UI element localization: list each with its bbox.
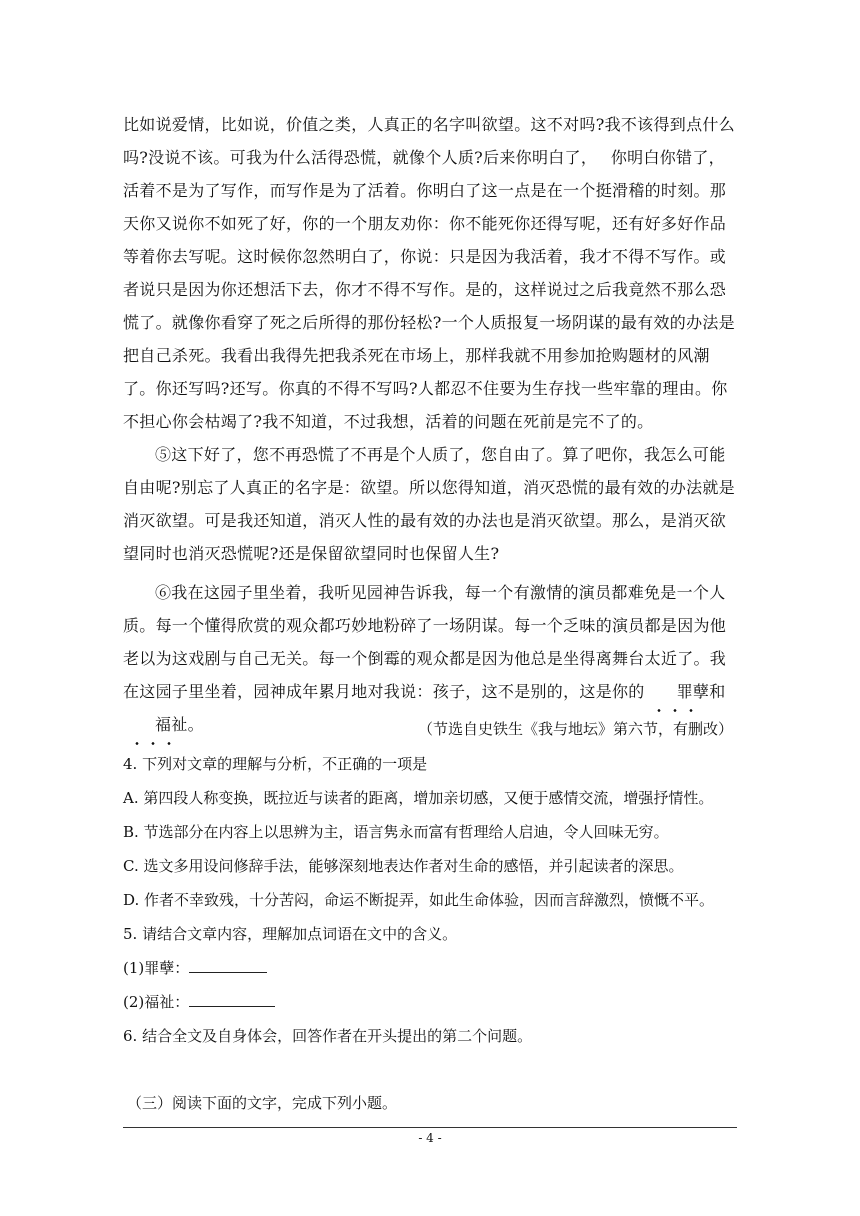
question-4-option-d: D. 作者不幸致残，十分苦闷，命运不断捉弄，如此生命体验，因而言辞激烈，愤慨不平。 — [123, 891, 715, 909]
document-page — [123, 0, 737, 1216]
question-4: 4. 下列对文章的理解与分析，不正确的一项是 — [123, 755, 428, 773]
answer-blank-1[interactable] — [189, 958, 267, 973]
paragraph-6-and: 和 — [709, 682, 726, 701]
question-4-option-b: B. 节选部分在内容上以思辨为主，语言隽永而富有哲理给人启迪，令人回味无穷。 — [123, 823, 669, 841]
question-5-item-2 — [123, 991, 275, 1013]
section-heading: （三）阅读下面的文字，完成下列小题。 — [127, 1094, 398, 1112]
question-5-item-2-label: (2)福祉： — [123, 993, 190, 1011]
source-citation: （节选自史铁生《我与地坛》第六节，有删改） — [417, 720, 733, 738]
question-5: 5. 请结合文章内容，理解加点词语在文中的含义。 — [123, 925, 458, 943]
paragraph-6-text: ⑥我在这园子里坐着，我听见园神告诉我，每一个有激情的演员都难免是一个人质。每一个懂得欣赏的观众都巧妙地粉碎了一场阴谋。每一个乏味的演员都是因为他老以为这戏剧与自己无关。每一个倒霉的观众都是因为他总是坐得离舞台太近了。我在这园子里坐着，园神成年累月地对我说：孩子，这不是别的，这是你的 — [123, 583, 727, 701]
question-5-item-1-label: (1)罪孽： — [123, 959, 190, 977]
question-5-item-1 — [123, 957, 267, 979]
dotted-word-zuinie: 罪孽 — [645, 675, 710, 708]
footer-divider — [123, 1127, 737, 1128]
question-4-option-a: A. 第四段人称变换，既拉近与读者的距离，增加亲切感，又便于感情交流，增强抒情性。 — [123, 789, 714, 807]
dotted-word-fuzhi: 福祉 — [123, 708, 188, 741]
paragraph-5: ⑤这下好了，您不再恐慌了不再是个人质了，您自由了。算了吧你，我怎么可能自由呢?别忘了人真正的名字是：欲望。所以您得知道，消灭恐慌的最有效的办法就是消灭欲望。可是我还知道，消灭人性的最有效的办法也是消灭欲望。那么，是消灭欲望同时也消灭恐慌呢?还是保留欲望同时也保留人生? — [123, 445, 735, 563]
answer-blank-2[interactable] — [189, 992, 275, 1007]
paragraph-continued: 比如说爱情，比如说，价值之类，人真正的名字叫欲望。这不对吗?我不该得到点什么吗?没说不该。可我为什么活得恐慌，就像个人质?后来你明白了， 你明白你错了，活着不是为了写作，而写作是为了活着。你明白了这一点是在一个挺滑稽的时刻。那天你又说你不如死了好，你的一个朋友劝你：你不能死你还得写呢，还有好多好作品等着你去写呢。这时候你忽然明白了，你说：只是因为我活着，我才不得不写作。或者说只是因为你还想活下去，你才不得不写作。是的，这样说过之后我竟然不那么恐慌了。就像你看穿了死之后所得的那份轻松?一个人质报复一场阴谋的最有效的办法是把自己杀死。我看出我得先把我杀死在市场上，那样我就不用参加抢购题材的风潮了。你还写吗?还写。你真的不得不写吗?人都忍不住要为生存找一些牢靠的理由。你不担心你会枯竭了?我不知道，不过我想，活着的问题在死前是完不了的。 — [123, 115, 735, 431]
paragraph-6-end: 。 — [187, 715, 204, 734]
question-6: 6. 结合全文及自身体会，回答作者在开头提出的第二个问题。 — [123, 1027, 533, 1045]
page-number: - 4 - — [418, 1131, 442, 1145]
question-4-option-c: C. 选文多用设问修辞手法，能够深刻地表达作者对生命的感悟，并引起读者的深思。 — [123, 857, 684, 875]
